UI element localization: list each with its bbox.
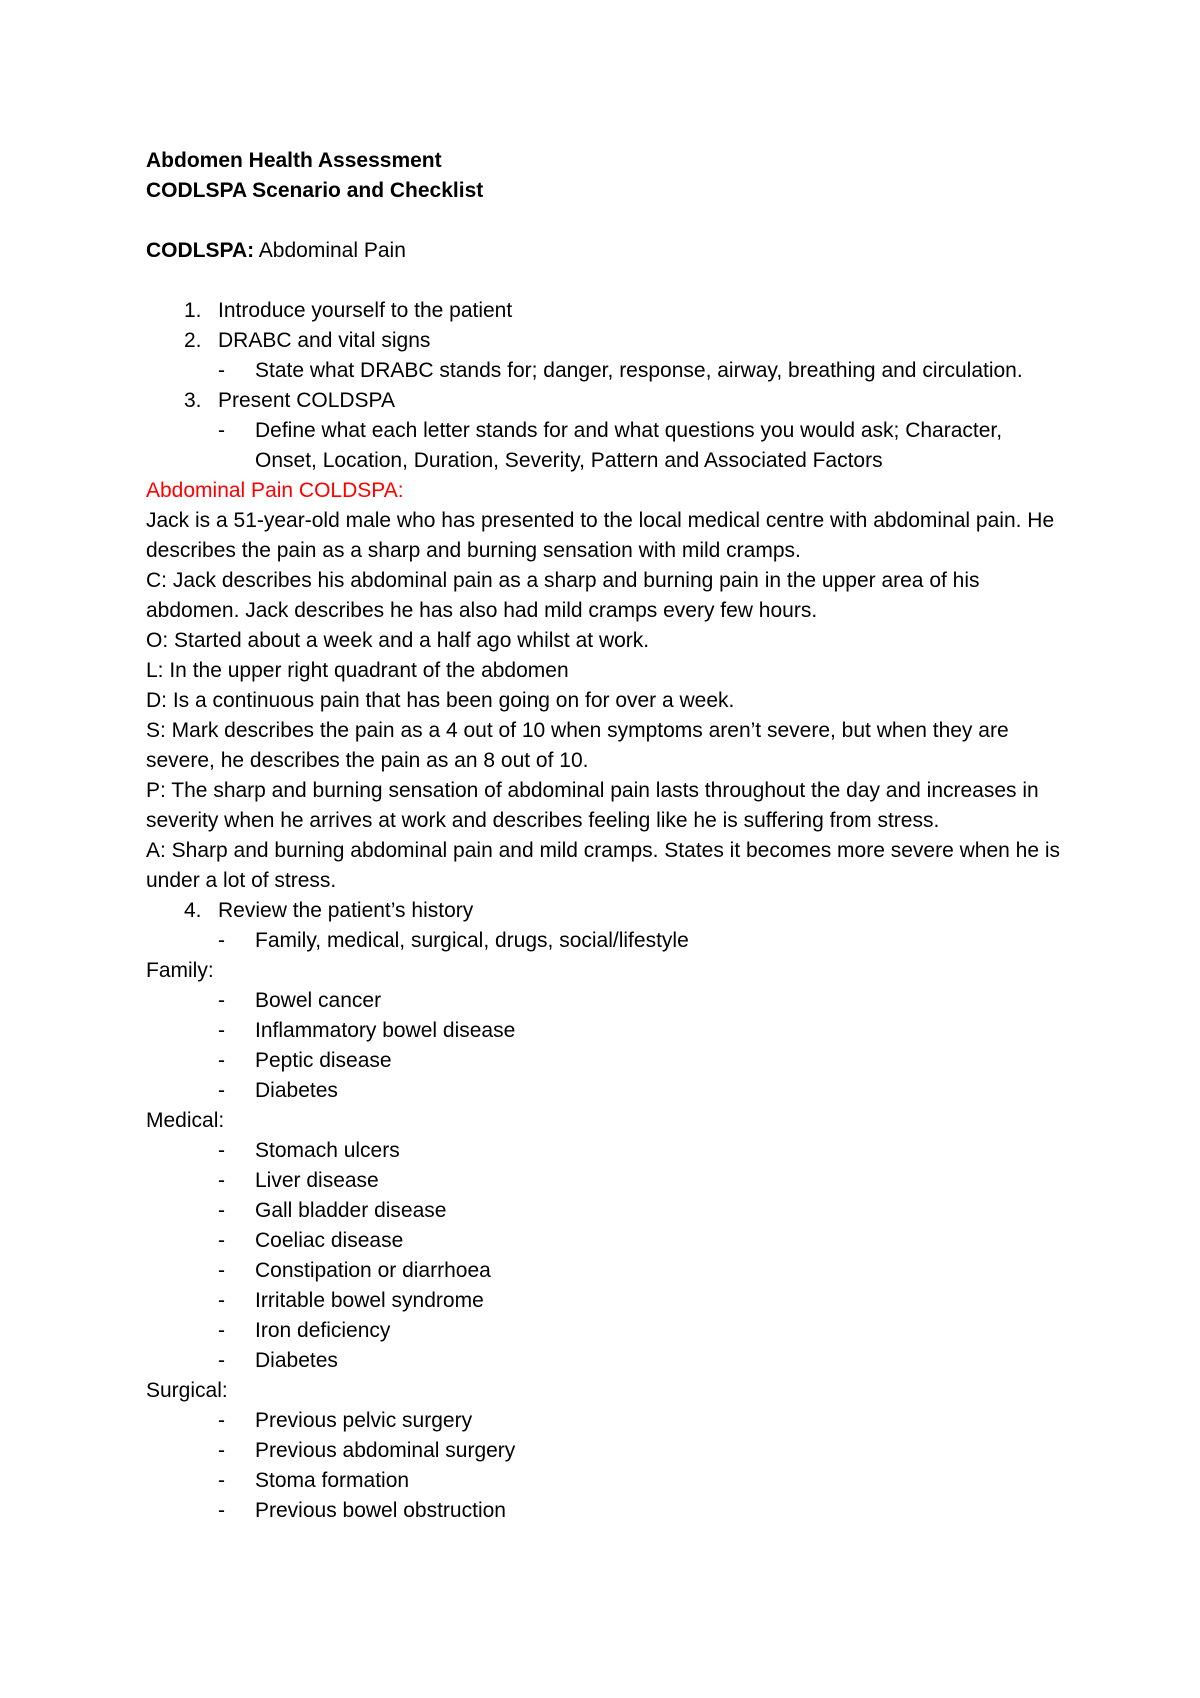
list-item xyxy=(146,1466,1066,1496)
list-item xyxy=(146,1496,1066,1526)
list-item xyxy=(146,986,1066,1016)
dash-bullet: - xyxy=(218,929,225,952)
coldspa-onset: O: Started about a week and a half ago whilst at work. xyxy=(146,629,650,652)
coldspa-associated: A: Sharp and burning abdominal pain and mild cramps. States it becomes more severe when he is under a lot of stress. xyxy=(146,839,1060,892)
list-item-text: Liver disease xyxy=(255,1169,379,1192)
dash-bullet: - xyxy=(218,1469,225,1492)
coldspa-severity: S: Mark describes the pain as a 4 out of 10 when symptoms aren’t severe, but when they are severe, he describes the pain as an 8 out of 10. xyxy=(146,719,1009,772)
step-text: DRABC and vital signs xyxy=(218,329,431,352)
list-item-text: Inflammatory bowel disease xyxy=(255,1019,516,1042)
dash-bullet: - xyxy=(218,1439,225,1462)
dash-bullet: - xyxy=(218,989,225,1012)
step-3-sub xyxy=(146,416,1066,476)
coldspa-pattern: P: The sharp and burning sensation of abdominal pain lasts throughout the day and increases in severity when he arrives at work and describes feeling like he is suffering from stress. xyxy=(146,779,1039,832)
list-item-text: Stoma formation xyxy=(255,1469,410,1492)
step-text: Present COLDSPA xyxy=(218,389,396,412)
dash-bullet: - xyxy=(218,1139,225,1162)
step-2-sub xyxy=(146,356,1066,386)
family-list xyxy=(146,986,1066,1106)
scenario-intro: Jack is a 51-year-old male who has presented to the local medical centre with abdominal pain. He describes the pain as a sharp and burning sensation with mild cramps. xyxy=(146,509,1055,562)
list-item-text: Previous pelvic surgery xyxy=(255,1409,473,1432)
dash-bullet: - xyxy=(218,1319,225,1342)
step-4 xyxy=(146,896,1066,926)
dash-bullet: - xyxy=(218,1169,225,1192)
list-item-text: Constipation or diarrhoea xyxy=(255,1259,491,1282)
dash-bullet: - xyxy=(218,1049,225,1072)
sub-text: Define what each letter stands for and what questions you would ask; Character, Onset, Location, Duration, Severity, Pattern and Associated Factors xyxy=(255,419,1003,472)
dash-bullet: - xyxy=(218,1289,225,1312)
step-3 xyxy=(146,386,1066,416)
spacer xyxy=(146,266,1066,296)
sub-text: State what DRABC stands for; danger, response, airway, breathing and circulation. xyxy=(255,359,1023,382)
list-item xyxy=(146,1136,1066,1166)
step-number: 1. xyxy=(184,299,202,322)
dash-bullet: - xyxy=(218,1409,225,1432)
topic-value: Abdominal Pain xyxy=(254,239,406,262)
step-number: 4. xyxy=(184,899,202,922)
medical-list xyxy=(146,1136,1066,1376)
dash-bullet: - xyxy=(218,1199,225,1222)
document-title: Abdomen Health Assessment xyxy=(146,149,442,172)
sub-text: Family, medical, surgical, drugs, social/lifestyle xyxy=(255,929,689,952)
list-item-text: Peptic disease xyxy=(255,1049,392,1072)
dash-bullet: - xyxy=(218,1229,225,1252)
list-item xyxy=(146,1196,1066,1226)
list-item-text: Iron deficiency xyxy=(255,1319,391,1342)
step-number: 3. xyxy=(184,389,202,412)
list-item xyxy=(146,1286,1066,1316)
list-item-text: Diabetes xyxy=(255,1349,338,1372)
list-item-text: Previous abdominal surgery xyxy=(255,1439,516,1462)
step-number: 2. xyxy=(184,329,202,352)
document-body xyxy=(146,146,1066,1526)
dash-bullet: - xyxy=(218,419,225,442)
list-item-text: Stomach ulcers xyxy=(255,1139,400,1162)
spacer xyxy=(146,206,1066,236)
list-item xyxy=(146,1016,1066,1046)
coldspa-location: L: In the upper right quadrant of the abdomen xyxy=(146,659,569,682)
medical-label: Medical: xyxy=(146,1109,225,1132)
list-item xyxy=(146,1226,1066,1256)
list-item xyxy=(146,1346,1066,1376)
document-subtitle: CODLSPA Scenario and Checklist xyxy=(146,179,484,202)
topic-line xyxy=(146,236,1066,266)
list-item-text: Bowel cancer xyxy=(255,989,382,1012)
step-4-sub xyxy=(146,926,1066,956)
list-item xyxy=(146,1436,1066,1466)
list-item xyxy=(146,1256,1066,1286)
dash-bullet: - xyxy=(218,1079,225,1102)
list-item xyxy=(146,1316,1066,1346)
family-label: Family: xyxy=(146,959,214,982)
scenario-heading: Abdominal Pain COLDSPA: xyxy=(146,479,404,502)
dash-bullet: - xyxy=(218,1259,225,1282)
list-item-text: Gall bladder disease xyxy=(255,1199,447,1222)
list-item-text: Diabetes xyxy=(255,1079,338,1102)
coldspa-character: C: Jack describes his abdominal pain as a sharp and burning pain in the upper area of his abdomen. Jack describes he has also had mild cramps every few hours. xyxy=(146,569,980,622)
surgical-label: Surgical: xyxy=(146,1379,228,1402)
topic-label: CODLSPA: xyxy=(146,239,255,262)
list-item-text: Irritable bowel syndrome xyxy=(255,1289,484,1312)
list-item-text: Previous bowel obstruction xyxy=(255,1499,506,1522)
step-text: Review the patient’s history xyxy=(218,899,474,922)
step-1 xyxy=(146,296,1066,326)
list-item xyxy=(146,1406,1066,1436)
step-text: Introduce yourself to the patient xyxy=(218,299,513,322)
list-item xyxy=(146,1076,1066,1106)
dash-bullet: - xyxy=(218,359,225,382)
list-item xyxy=(146,1046,1066,1076)
list-item xyxy=(146,1166,1066,1196)
coldspa-duration: D: Is a continuous pain that has been going on for over a week. xyxy=(146,689,735,712)
list-item-text: Coeliac disease xyxy=(255,1229,404,1252)
surgical-list xyxy=(146,1406,1066,1526)
dash-bullet: - xyxy=(218,1019,225,1042)
dash-bullet: - xyxy=(218,1349,225,1372)
step-2 xyxy=(146,326,1066,356)
dash-bullet: - xyxy=(218,1499,225,1522)
